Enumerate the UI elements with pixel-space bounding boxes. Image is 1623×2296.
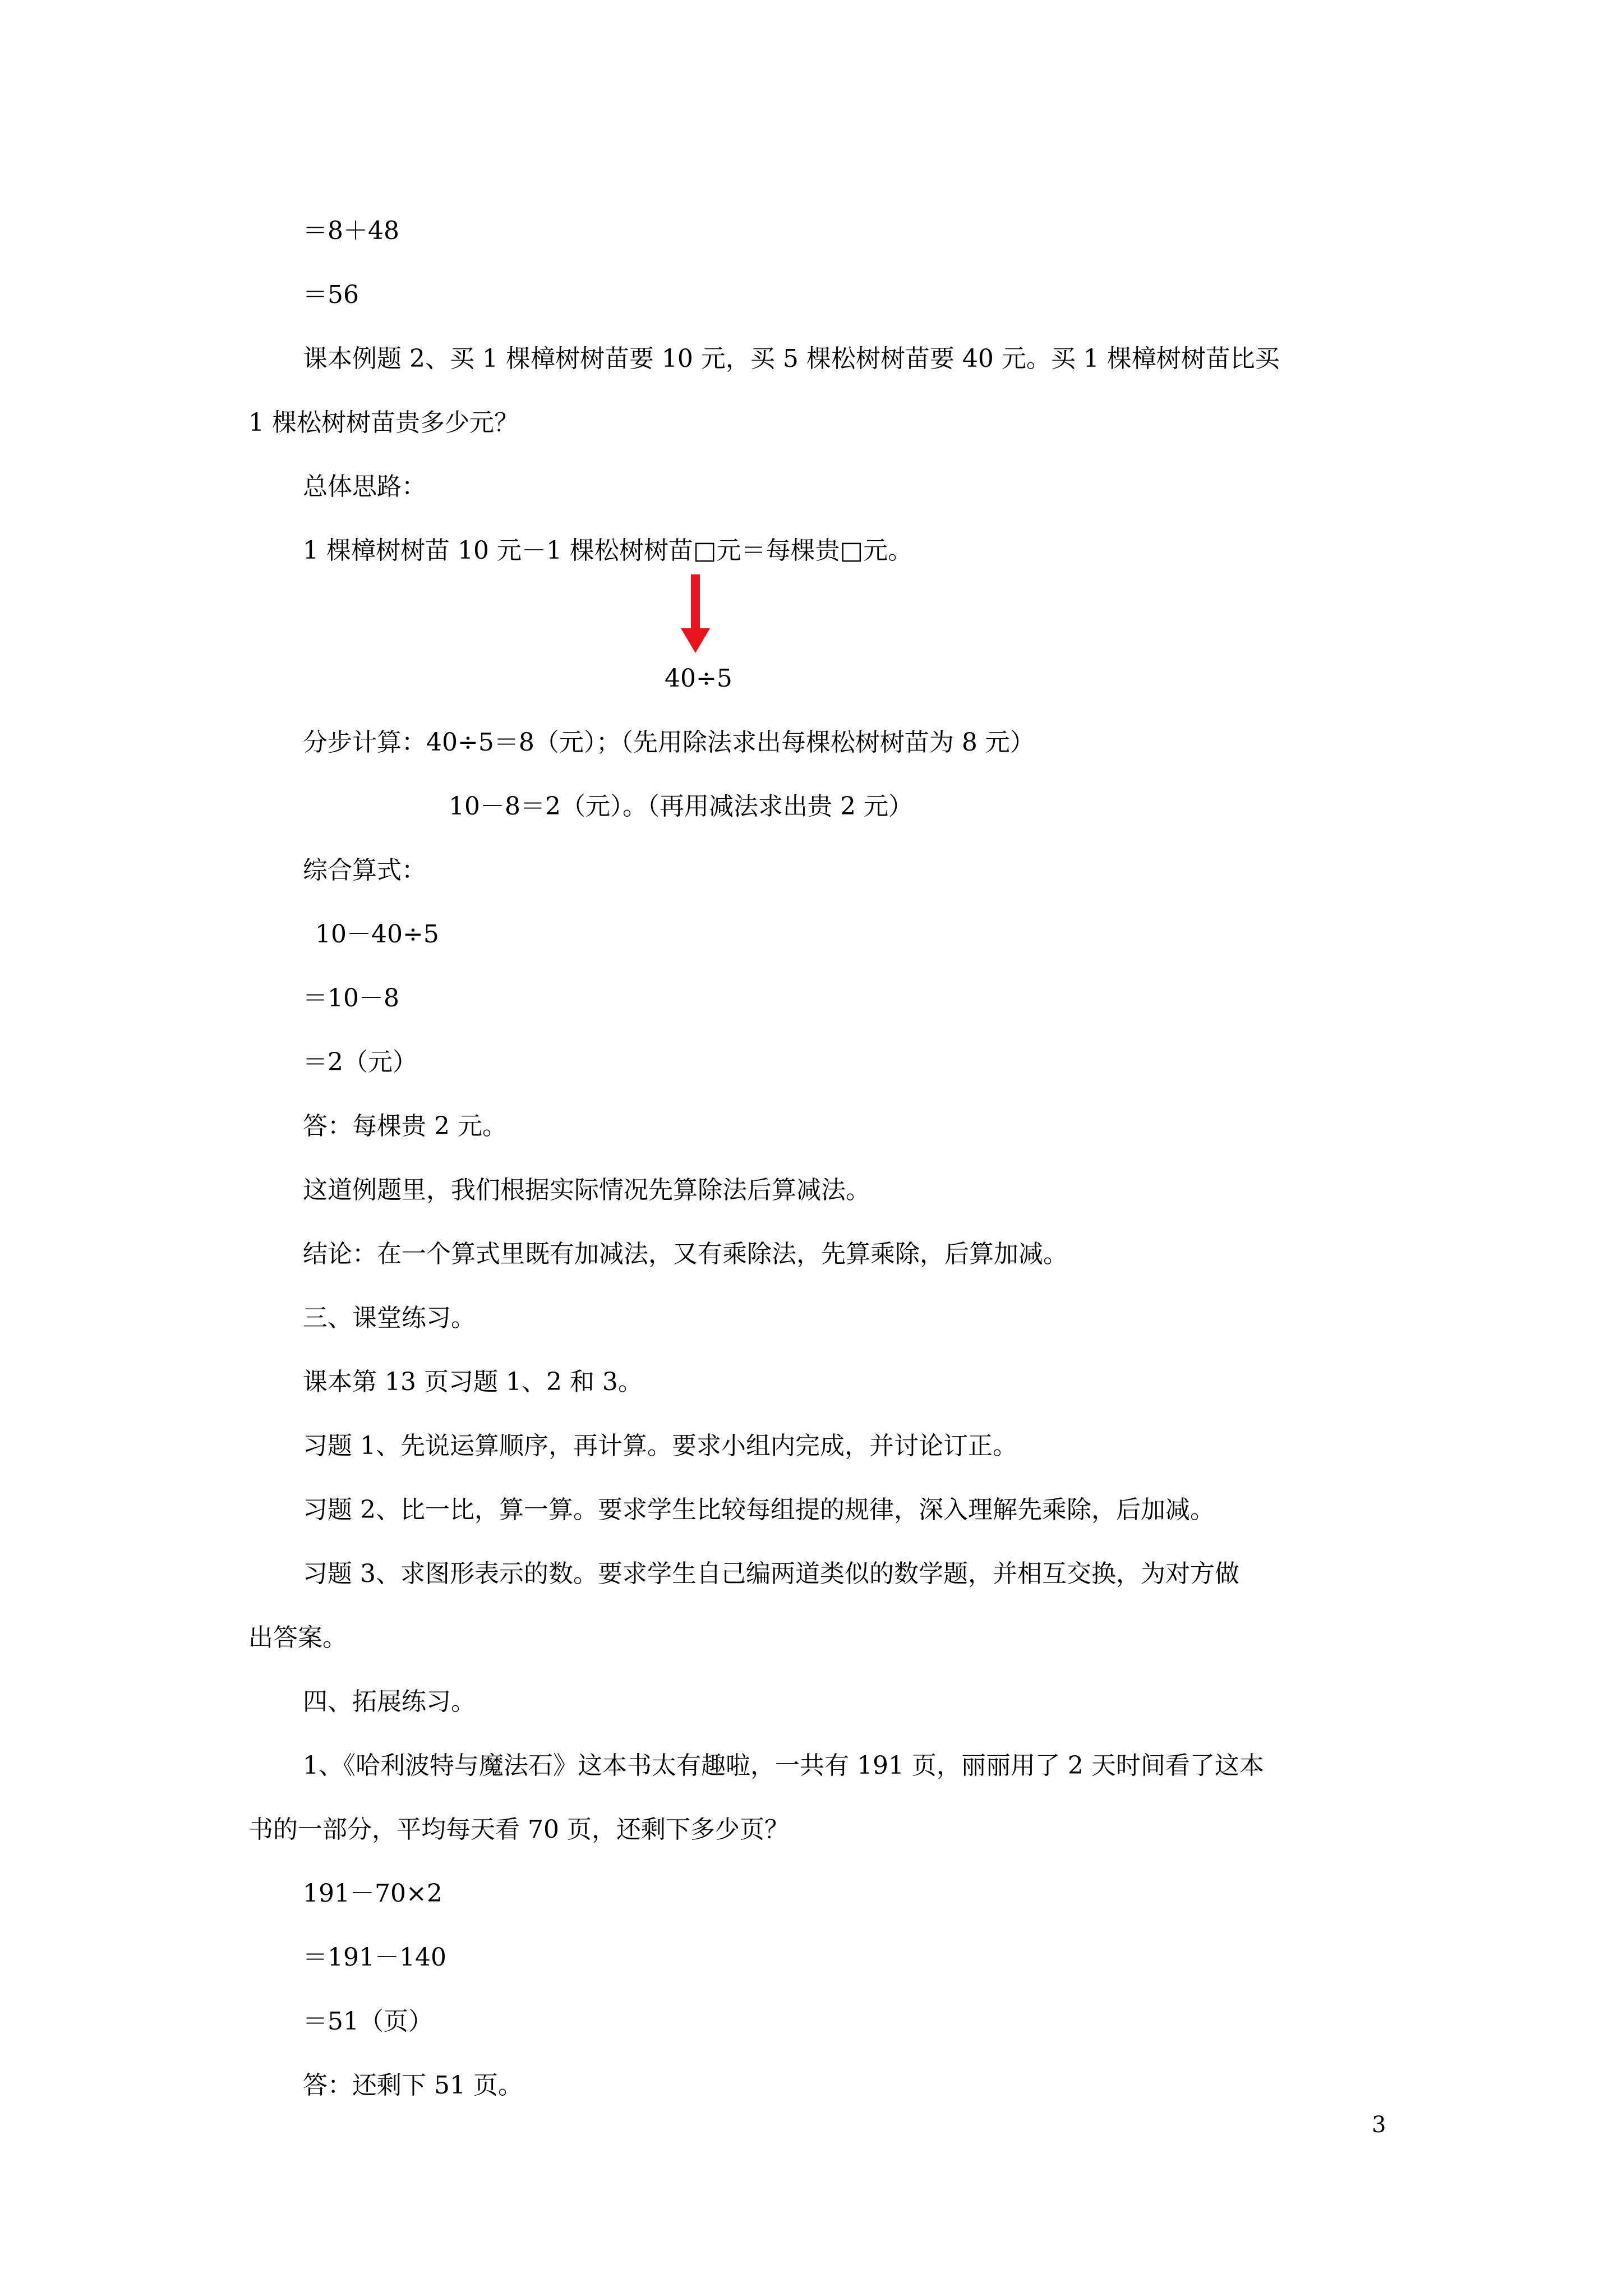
text-line: 这道例题里，我们根据实际情况先算除法后算减法。 (303, 1176, 870, 1204)
text-line: 课本第 13 页习题 1、2 和 3。 (303, 1368, 643, 1396)
text-line: 答：每棵贵 2 元。 (303, 1112, 507, 1140)
section-heading: 三、课堂练习。 (303, 1304, 476, 1332)
page-number: 3 (1372, 2112, 1386, 2138)
text-line: ＝56 (303, 280, 359, 309)
text-line: 答：还剩下 51 页。 (303, 2071, 523, 2100)
red-down-arrow-icon (679, 574, 712, 653)
text-line: ＝10－8 (303, 984, 399, 1013)
text-line: ＝2（元） (303, 1048, 417, 1076)
text-line: 1 棵樟树树苗 10 元－1 棵松树树苗□元＝每棵贵□元。 (303, 536, 913, 565)
text-line: 出答案。 (248, 1623, 347, 1652)
text-line: 习题 2、比一比，算一算。要求学生比较每组提的规律，深入理解先乘除，后加减。 (303, 1496, 1215, 1524)
text-line: 10－8＝2（元）。（再用减法求出贵 2 元） (449, 792, 913, 821)
text-line: 习题 3、求图形表示的数。要求学生自己编两道类似的数学题，并相互交换，为对方做 (303, 1559, 1239, 1588)
text-line: ＝51（页） (303, 2007, 433, 2036)
text-line: 总体思路： (303, 472, 426, 501)
text-line: 习题 1、先说运算顺序，再计算。要求小组内完成，并讨论订正。 (303, 1432, 1017, 1460)
text-line: 1、《哈利波特与魔法石》这本书太有趣啦，一共有 191 页，丽丽用了 2 天时间看了这本 (303, 1751, 1264, 1780)
text-line: 书的一部分，平均每天看 70 页，还剩下多少页？ (248, 1815, 789, 1844)
section-heading: 四、拓展练习。 (303, 1687, 476, 1716)
text-line: ＝8＋48 (303, 217, 399, 245)
text-line: 综合算式： (303, 856, 426, 885)
text-line: 结论：在一个算式里既有加减法，又有乘除法，先算乘除，后算加减。 (303, 1240, 1068, 1268)
text-line: ＝191－140 (303, 1943, 446, 1972)
text-line: 191－70×2 (303, 1879, 442, 1908)
text-line: 40÷5 (665, 664, 732, 693)
text-line: 1 棵松树树苗贵多少元？ (248, 408, 519, 437)
text-line: 10－40÷5 (315, 920, 439, 949)
text-line: 课本例题 2、买 1 棵樟树树苗要 10 元，买 5 棵松树树苗要 40 元。买 1 棵樟树树苗比买 (303, 344, 1280, 373)
text-line: 分步计算：40÷5＝8（元）；（先用除法求出每棵松树树苗为 8 元） (303, 728, 1035, 757)
